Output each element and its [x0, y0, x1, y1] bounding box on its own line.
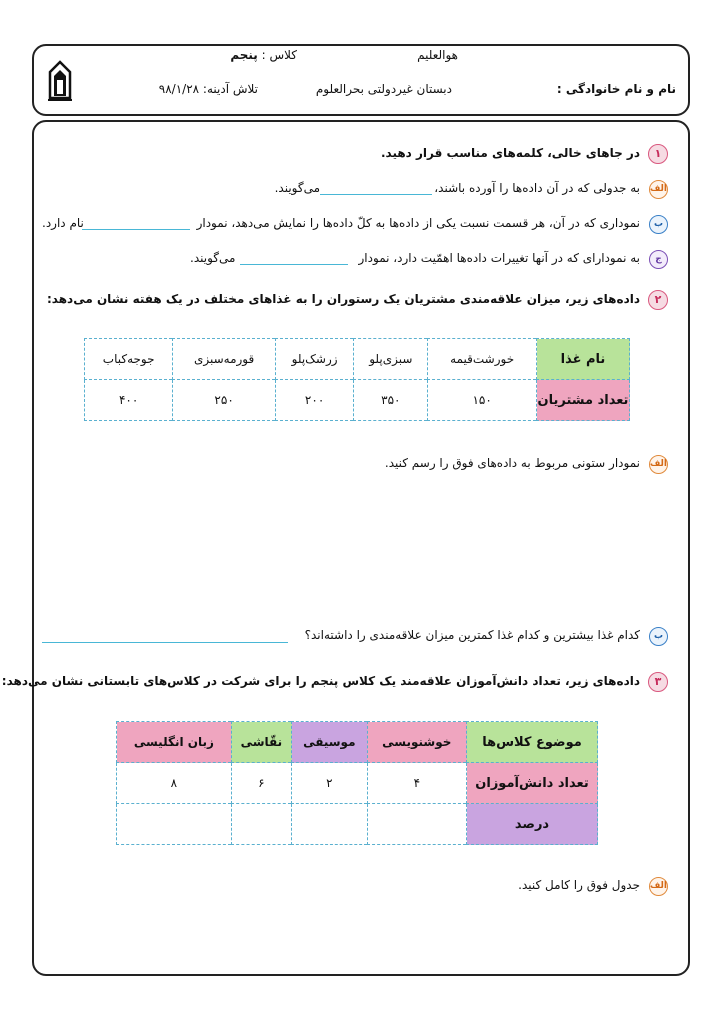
q1-part-b-text-2: نام دارد.: [42, 216, 84, 230]
q2-part-b-blank[interactable]: [42, 642, 288, 643]
part-be-badge: ب: [649, 627, 668, 646]
customer-count-row: [85, 380, 630, 421]
class-label: کلاس :: [261, 48, 297, 62]
subject-cell: نقّاشی: [231, 722, 291, 763]
food-cell: خورشت‌قیمه: [428, 339, 537, 380]
date-label: تلاش آدینه: ۹۸/۱/۲۸: [158, 82, 258, 96]
q2-part-b-text: کدام غذا بیشترین و کدام غذا کمترین میزان علاقه‌مندی را داشته‌اند؟: [304, 628, 640, 642]
food-cell: جوجه‌کباب: [85, 339, 173, 380]
food-table-header-row: [85, 339, 630, 380]
question-1-title: در جاهای خالی، کلمه‌های مناسب قرار دهید.: [380, 146, 640, 160]
percent-input-cell[interactable]: [231, 804, 291, 845]
count-cell: ۴۰۰: [85, 380, 173, 421]
question-number-2: ۲: [648, 290, 668, 310]
food-cell: سبزی‌پلو: [354, 339, 428, 380]
student-count-row: [117, 763, 598, 804]
student-count-cell: ۸: [117, 763, 232, 804]
q3-part-a-text: جدول فوق را کامل کنید.: [518, 878, 640, 892]
student-name-label: نام و نام خانوادگی :: [556, 82, 676, 96]
q1-part-c-text-2: می‌گویند.: [190, 251, 236, 265]
bismillah: هوالعلیم: [417, 48, 458, 62]
subject-cell: زبان انگلیسی: [117, 722, 232, 763]
student-count-cell: ۴: [367, 763, 466, 804]
part-alef-badge: الف: [649, 180, 668, 199]
percent-row: [117, 804, 598, 845]
student-count-cell: ۶: [231, 763, 291, 804]
question-3-title: داده‌های زیر، تعداد دانش‌آموزان علاقه‌مند یک کلاس پنجم را برای شرکت در کلاس‌های تابستانی نشان می‌دهد:: [1, 674, 640, 688]
count-header-cell: تعداد مشتریان: [537, 380, 630, 421]
school-logo-icon: [44, 58, 76, 102]
worksheet-frame: [32, 120, 690, 976]
food-cell: زرشک‌پلو: [275, 339, 353, 380]
q2-part-a-text: نمودار ستونی مربوط به داده‌های فوق را رسم کنید.: [384, 456, 640, 470]
food-header-cell: نام غذا: [537, 339, 630, 380]
q1-part-a-blank[interactable]: [320, 194, 432, 195]
q1-part-b-text-1: نموداری که در آن، هر قسمت نسبت یکی از داده‌ها به کلّ داده‌ها را نمایش می‌دهد، نمودار: [196, 216, 640, 230]
header-frame: [32, 44, 690, 116]
q1-part-a-text-1: به جدولی که در آن داده‌ها را آورده باشند،: [434, 181, 640, 195]
q1-part-a-text: [434, 181, 640, 195]
part-alef-badge: الف: [649, 877, 668, 896]
subject-cell: موسیقی: [292, 722, 368, 763]
student-count-cell: ۲: [292, 763, 368, 804]
summer-class-table: [116, 721, 598, 845]
part-alef-badge: الف: [649, 455, 668, 474]
question-number-3: ۳: [648, 672, 668, 692]
class-field: [230, 48, 297, 62]
food-table: [84, 338, 630, 421]
subject-header-cell: موضوع کلاس‌ها: [467, 722, 598, 763]
percent-input-cell[interactable]: [367, 804, 466, 845]
student-count-header-cell: تعداد دانش‌آموزان: [467, 763, 598, 804]
subject-cell: خوشنویسی: [367, 722, 466, 763]
percent-header-cell: درصد: [467, 804, 598, 845]
part-jim-badge: ج: [649, 250, 668, 269]
question-number-1: ۱: [648, 144, 668, 164]
food-cell: قورمه‌سبزی: [173, 339, 276, 380]
school-name: دبستان غیردولتی بحرالعلوم: [315, 82, 452, 96]
q1-part-a-text-2: می‌گویند.: [274, 181, 320, 195]
q1-part-c-text-1: به نمودارای که در آنها تغییرات داده‌ها اهمّیت دارد، نمودار: [358, 251, 640, 265]
q1-part-c-blank[interactable]: [240, 264, 348, 265]
question-2-title: داده‌های زیر، میزان علاقه‌مندی مشتریان یک رستوران را به غذاهای مختلف در یک هفته نشان می‌دهد:: [46, 292, 640, 306]
class-value: پنجم: [230, 48, 258, 62]
q1-part-b-blank[interactable]: [82, 229, 190, 230]
percent-input-cell[interactable]: [117, 804, 232, 845]
count-cell: ۳۵۰: [354, 380, 428, 421]
part-be-badge: ب: [649, 215, 668, 234]
count-cell: ۲۰۰: [275, 380, 353, 421]
count-cell: ۲۵۰: [173, 380, 276, 421]
count-cell: ۱۵۰: [428, 380, 537, 421]
percent-input-cell[interactable]: [292, 804, 368, 845]
subject-row: [117, 722, 598, 763]
